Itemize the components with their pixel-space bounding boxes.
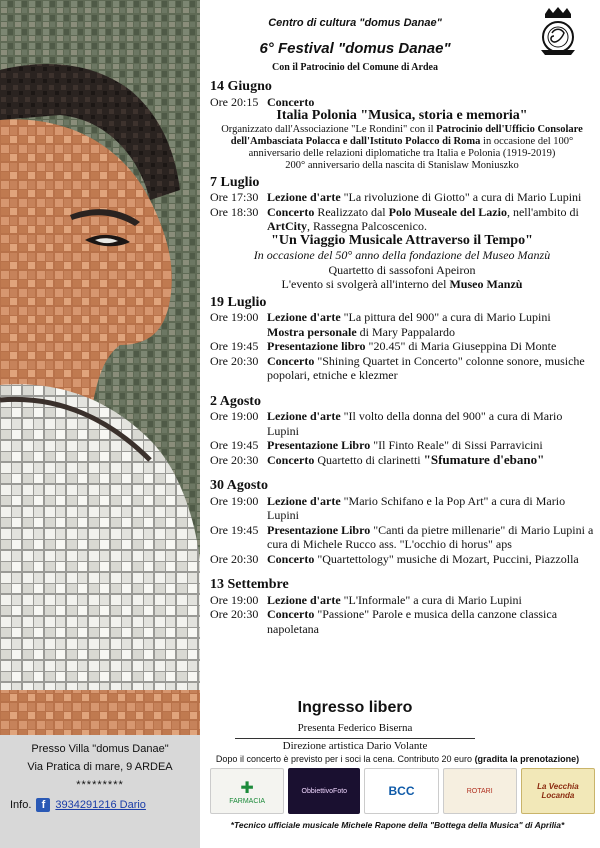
- org-text: Organizzato dall'Associazione "Le Rondini" con il: [221, 123, 437, 135]
- event-row: [210, 409, 594, 438]
- contact-row: [10, 798, 190, 812]
- event-label: Lezione d'arte: [267, 493, 341, 508]
- event-label: Concerto: [267, 204, 315, 219]
- event-occasion: In occasione del 50° anno della fondazione del Museo Manzù: [253, 248, 551, 262]
- event-time: Ore 20:30: [210, 353, 259, 368]
- event-row: [210, 190, 594, 205]
- info-panel: [0, 735, 200, 848]
- event-time: Ore 19:45: [210, 339, 259, 353]
- event-text: "Il volto della donna del 900" a cura di Mario Lupini: [267, 409, 563, 438]
- event-label: Lezione d'arte: [267, 190, 341, 204]
- dinner-bold: (gradita la prenotazione): [474, 754, 580, 764]
- event-label: Concerto: [267, 452, 315, 467]
- event-time: Ore 19:00: [210, 493, 259, 508]
- date-heading: 30 Agosto: [210, 478, 268, 493]
- date-heading: 7 Luglio: [210, 174, 260, 190]
- event-label: Mostra personale: [267, 324, 357, 339]
- sponsor-label: BCC: [388, 784, 415, 798]
- event-text: "Canti da pietre millenarie" di Mario Lupini a cura di Michele Rucco ass. "L'occhio di horus" aps: [267, 522, 594, 551]
- program-body: [210, 76, 594, 636]
- event-row: [210, 438, 594, 453]
- event-text: "20.45" di Maria Giuseppina Di Monte: [365, 339, 557, 353]
- event-label: Concerto: [267, 607, 315, 621]
- event-text: , Rassegna Palcoscenico.: [306, 219, 427, 233]
- sponsor-bank-logo: [364, 768, 438, 814]
- event-label: Concerto: [267, 94, 315, 109]
- page-title: 6° Festival "domus Danae": [259, 40, 451, 57]
- event-label: Concerto: [267, 551, 315, 566]
- event-row: [210, 494, 594, 523]
- event-label: Lezione d'arte: [267, 310, 341, 324]
- date-heading: 14 Giugno: [210, 79, 272, 94]
- presenter: Presenta Federico Biserna: [297, 722, 413, 734]
- event-label: Lezione d'arte: [267, 592, 341, 607]
- technician-note: *Tecnico ufficiale musicale Michele Rapone della "Bottega della Musica" di Aprilia*: [230, 820, 565, 830]
- event-text: , nell'ambito di: [506, 204, 579, 219]
- sponsor-rotari-logo: [443, 768, 517, 814]
- event-row: [210, 95, 594, 110]
- sponsor-label: ROTARI: [466, 787, 493, 795]
- event-label: Presentazione Libro: [267, 438, 371, 452]
- event-label: Presentazione libro: [267, 339, 366, 353]
- event-row: [210, 607, 594, 636]
- dinner-text: Dopo il concerto è previsto per i soci la cena. Contributo 20 euro: [215, 754, 475, 764]
- sponsor-label: La Vecchia Locanda: [537, 782, 579, 800]
- event-row: [210, 354, 594, 383]
- event-time: Ore 19:45: [210, 522, 259, 537]
- event-venue: [210, 277, 594, 292]
- sponsor-label: ObbiettivoFoto: [301, 787, 348, 795]
- event-text: Quartetto di clarinetti: [314, 452, 424, 467]
- date-heading: 13 Settembre: [210, 577, 289, 592]
- event-row: [210, 205, 594, 234]
- program-content: [205, 0, 597, 848]
- event-row: [210, 453, 594, 468]
- sponsor-label: FARMACIA: [229, 797, 265, 805]
- event-text: "L'Informale" a cura di Mario Lupini: [340, 592, 522, 607]
- sponsor-restaurant-logo: [521, 768, 595, 814]
- date-heading: 2 Agosto: [210, 393, 261, 409]
- cross-icon: ✚: [240, 779, 254, 797]
- event-label: Concerto: [267, 353, 315, 368]
- event-text: "Il Finto Reale" di Sissi Parravicini: [370, 438, 543, 452]
- event-time: Ore 20:30: [210, 607, 259, 621]
- sponsor-photo-logo: [288, 768, 360, 814]
- event-text: di Mary Pappalardo: [356, 324, 455, 339]
- event-anniversary: 200° anniversario della nascita di Stanislaw Moniuszko: [285, 159, 519, 171]
- event-text: "Shining Quartet in Concerto" colonne sonore, musiche popolari, etniche e klezmer: [267, 353, 585, 382]
- sponsor-pharmacy-logo: [210, 768, 284, 814]
- event-time: Ore 19:00: [210, 409, 259, 423]
- event-description: [210, 124, 594, 160]
- phone-link[interactable]: 3934291216 Dario: [55, 799, 146, 811]
- event-bold: ArtCity: [267, 219, 307, 233]
- free-entry: Ingresso libero: [297, 699, 413, 716]
- crest-logo-icon: [537, 6, 579, 56]
- header-patronage: Con il Patrocinio del Comune di Ardea: [272, 62, 438, 73]
- org-bold: Patrocinio dell'Ufficio Consolare dell'Ambasciata Polacca e dall'Istituto Polacco di Roma: [230, 123, 583, 147]
- event-text: "Passione" Parole e musica della canzone classica napoletana: [267, 607, 558, 636]
- venue-bold: Museo Manzù: [449, 277, 523, 291]
- venue-name: Presso Villa "domus Danae": [31, 743, 169, 755]
- event-label: Lezione d'arte: [267, 409, 341, 423]
- event-row: [210, 310, 594, 339]
- event-row: [210, 552, 594, 567]
- artistic-direction: Direzione artistica Dario Volante: [235, 738, 475, 752]
- facebook-icon[interactable]: f: [36, 798, 50, 812]
- event-time: Ore 20:30: [210, 551, 259, 566]
- event-time: Ore 18:30: [210, 204, 259, 219]
- event-time: Ore 20:15: [210, 94, 259, 109]
- dinner-note: [200, 754, 595, 764]
- event-title: Italia Polonia "Musica, storia e memoria": [276, 108, 528, 123]
- event-text: "La pittura del 900" a cura di Mario Lupini: [340, 310, 551, 324]
- separator-stars: *********: [76, 779, 124, 791]
- header-subtitle: Centro di cultura "domus Danae": [268, 17, 442, 29]
- event-bold: Polo Museale del Lazio: [388, 204, 507, 219]
- org-text-2: in occasione del 100° anniversario delle relazioni diplomatiche tra Italia e Polonia (1919-2019): [248, 135, 574, 159]
- info-label: Info.: [10, 799, 32, 811]
- event-row: [210, 593, 594, 608]
- sponsor-logos: [210, 768, 595, 818]
- event-label: Presentazione Libro: [267, 522, 371, 537]
- event-time: Ore 17:30: [210, 190, 259, 204]
- event-time: Ore 19:00: [210, 592, 259, 607]
- event-text: "Quartettology" musiche di Mozart, Puccini, Piazzolla: [314, 551, 579, 566]
- event-performer: Quartetto di sassofoni Apeiron: [328, 262, 476, 277]
- mosaic-image: [0, 0, 200, 735]
- event-title: "Un Viaggio Musicale Attraverso il Tempo": [271, 232, 533, 248]
- event-time: Ore 19:45: [210, 438, 259, 452]
- event-time: Ore 20:30: [210, 452, 259, 467]
- venue-address: Via Pratica di mare, 9 ARDEA: [27, 761, 173, 773]
- event-text: "Mario Schifano e la Pop Art" a cura di Mario Lupini: [267, 493, 566, 522]
- event-bold: "Sfumature d'ebano": [423, 451, 545, 467]
- event-row: [210, 339, 594, 354]
- event-row: [210, 523, 594, 552]
- date-heading: 19 Luglio: [210, 294, 267, 310]
- event-time: Ore 19:00: [210, 310, 259, 324]
- event-text: "La rivoluzione di Giotto" a cura di Mario Lupini: [340, 190, 582, 204]
- event-text: Realizzato dal: [314, 204, 389, 219]
- venue-text: L'evento si svolgerà all'interno del: [281, 277, 450, 291]
